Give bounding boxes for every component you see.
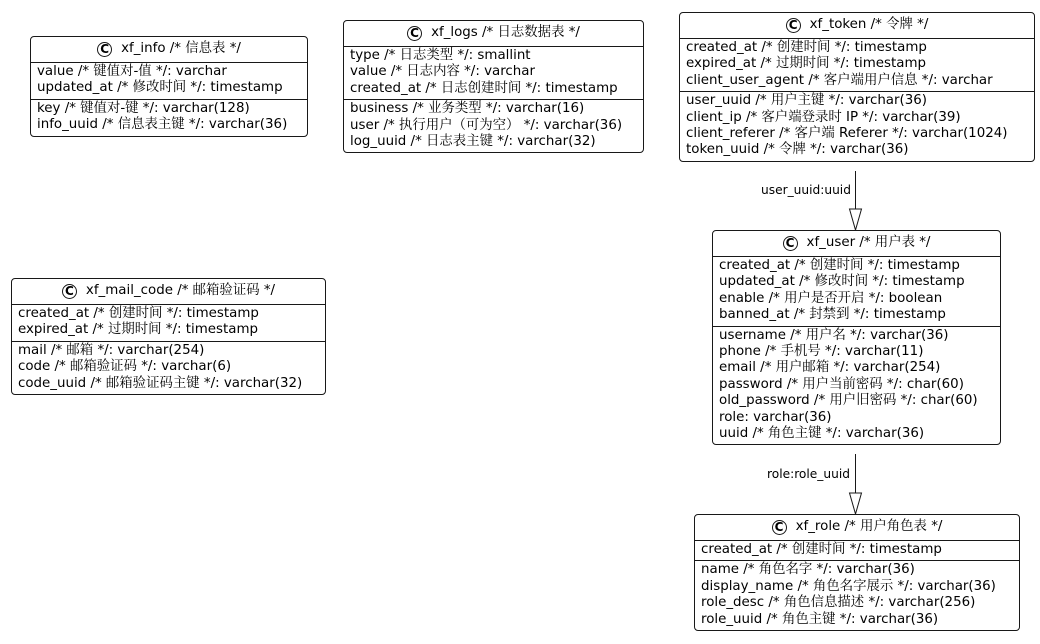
class-badge-icon: C xyxy=(407,26,422,41)
entity-header xyxy=(713,231,1000,256)
key-row: role_uuid /* 角色主键 */: varchar(36) xyxy=(701,611,939,627)
relation-label-user-uuid: user_uuid:uuid xyxy=(761,183,851,197)
entity-xf-user[interactable] xyxy=(712,230,1001,445)
field-row: updated_at /* 修改时间 */: timestamp xyxy=(37,80,283,96)
entity-xf-logs[interactable] xyxy=(343,20,644,153)
relation-label-role-uuid: role:role_uuid xyxy=(767,467,850,481)
entity-header xyxy=(12,279,325,304)
entity-header xyxy=(695,515,1019,540)
entity-title: xf_logs /* 日志数据表 */ xyxy=(431,25,580,41)
field-row: value /* 日志内容 */: varchar xyxy=(350,64,535,80)
key-row: mail /* 邮箱 */: varchar(254) xyxy=(18,342,205,358)
key-row: token_uuid /* 令牌 */: varchar(36) xyxy=(686,142,909,158)
key-row: password /* 用户当前密码 */: char(60) xyxy=(719,376,964,392)
field-row: created_at /* 日志创建时间 */: timestamp xyxy=(350,80,618,96)
key-row: display_name /* 角色名字展示 */: varchar(36) xyxy=(701,578,996,594)
key-row: client_referer /* 客户端 Referer */: varchar(1024) xyxy=(686,126,1008,142)
entity-xf-mail-code[interactable] xyxy=(11,278,326,395)
key-row: role_desc /* 角色信息描述 */: varchar(256) xyxy=(701,595,976,611)
field-section xyxy=(344,46,643,99)
class-badge-icon: C xyxy=(772,520,787,535)
entity-title: xf_role /* 用户角色表 */ xyxy=(795,519,943,535)
key-row: name /* 角色名字 */: varchar(36) xyxy=(701,562,915,578)
key-row: info_uuid /* 信息表主键 */: varchar(36) xyxy=(37,117,288,133)
key-row: client_ip /* 客户端登录时 IP */: varchar(39) xyxy=(686,109,961,125)
key-row: code_uuid /* 邮箱验证码主键 */: varchar(32) xyxy=(18,375,303,391)
key-row: key /* 键值对-键 */: varchar(128) xyxy=(37,100,250,116)
key-row: user /* 执行用户（可为空） */: varchar(36) xyxy=(350,117,623,133)
field-row: created_at /* 创建时间 */: timestamp xyxy=(701,542,942,557)
key-row: code /* 邮箱验证码 */: varchar(6) xyxy=(18,359,232,375)
field-row: updated_at /* 修改时间 */: timestamp xyxy=(719,274,965,290)
entity-xf-info[interactable] xyxy=(30,36,308,137)
entity-title: xf_mail_code /* 邮箱验证码 */ xyxy=(85,283,276,299)
field-section xyxy=(680,38,1034,91)
field-row: client_user_agent /* 客户端用户信息 */: varchar xyxy=(686,72,993,88)
entity-header xyxy=(344,21,643,46)
entity-title: xf_user /* 用户表 */ xyxy=(806,235,931,251)
field-section xyxy=(12,304,325,341)
field-section xyxy=(31,62,307,99)
field-row: created_at /* 创建时间 */: timestamp xyxy=(18,306,259,321)
entity-xf-token[interactable] xyxy=(679,12,1035,162)
entity-title: xf_token /* 令牌 */ xyxy=(809,17,929,33)
key-section xyxy=(31,99,307,136)
key-section xyxy=(713,326,1000,445)
key-row: business /* 业务类型 */: varchar(16) xyxy=(350,101,585,117)
entity-title: xf_info /* 信息表 */ xyxy=(121,41,241,57)
key-section xyxy=(680,91,1034,161)
key-row: username /* 用户名 */: varchar(36) xyxy=(719,327,949,343)
entity-xf-role[interactable] xyxy=(694,514,1020,631)
key-section xyxy=(12,341,325,394)
entity-header xyxy=(680,13,1034,38)
entity-header xyxy=(31,37,307,62)
key-row: log_uuid /* 日志表主键 */: varchar(32) xyxy=(350,134,596,150)
field-row: created_at /* 创建时间 */: timestamp xyxy=(686,40,927,55)
key-row: user_uuid /* 用户主键 */: varchar(36) xyxy=(686,93,927,109)
key-section xyxy=(344,99,643,152)
key-row: email /* 用户邮箱 */: varchar(254) xyxy=(719,360,941,376)
field-row: enable /* 用户是否开启 */: boolean xyxy=(719,290,943,306)
edge-token-to-user xyxy=(850,171,862,230)
class-badge-icon: C xyxy=(62,284,77,299)
key-row: uuid /* 角色主键 */: varchar(36) xyxy=(719,426,925,442)
key-row: phone /* 手机号 */: varchar(11) xyxy=(719,344,924,360)
field-row: expired_at /* 过期时间 */: timestamp xyxy=(18,322,258,338)
field-row: created_at /* 创建时间 */: timestamp xyxy=(719,258,960,273)
field-row: banned_at /* 封禁到 */: timestamp xyxy=(719,307,946,323)
edge-user-to-role xyxy=(850,454,862,514)
field-row: expired_at /* 过期时间 */: timestamp xyxy=(686,56,926,72)
class-badge-icon: C xyxy=(786,18,801,33)
field-section xyxy=(695,540,1019,560)
class-badge-icon: C xyxy=(97,42,112,57)
class-badge-icon: C xyxy=(783,236,798,251)
key-row: role: varchar(36) xyxy=(719,409,832,425)
key-section xyxy=(695,560,1019,630)
field-row: value /* 键值对-值 */: varchar xyxy=(37,64,227,79)
field-section xyxy=(713,256,1000,326)
key-row: old_password /* 用户旧密码 */: char(60) xyxy=(719,393,978,409)
field-row: type /* 日志类型 */: smallint xyxy=(350,48,531,63)
